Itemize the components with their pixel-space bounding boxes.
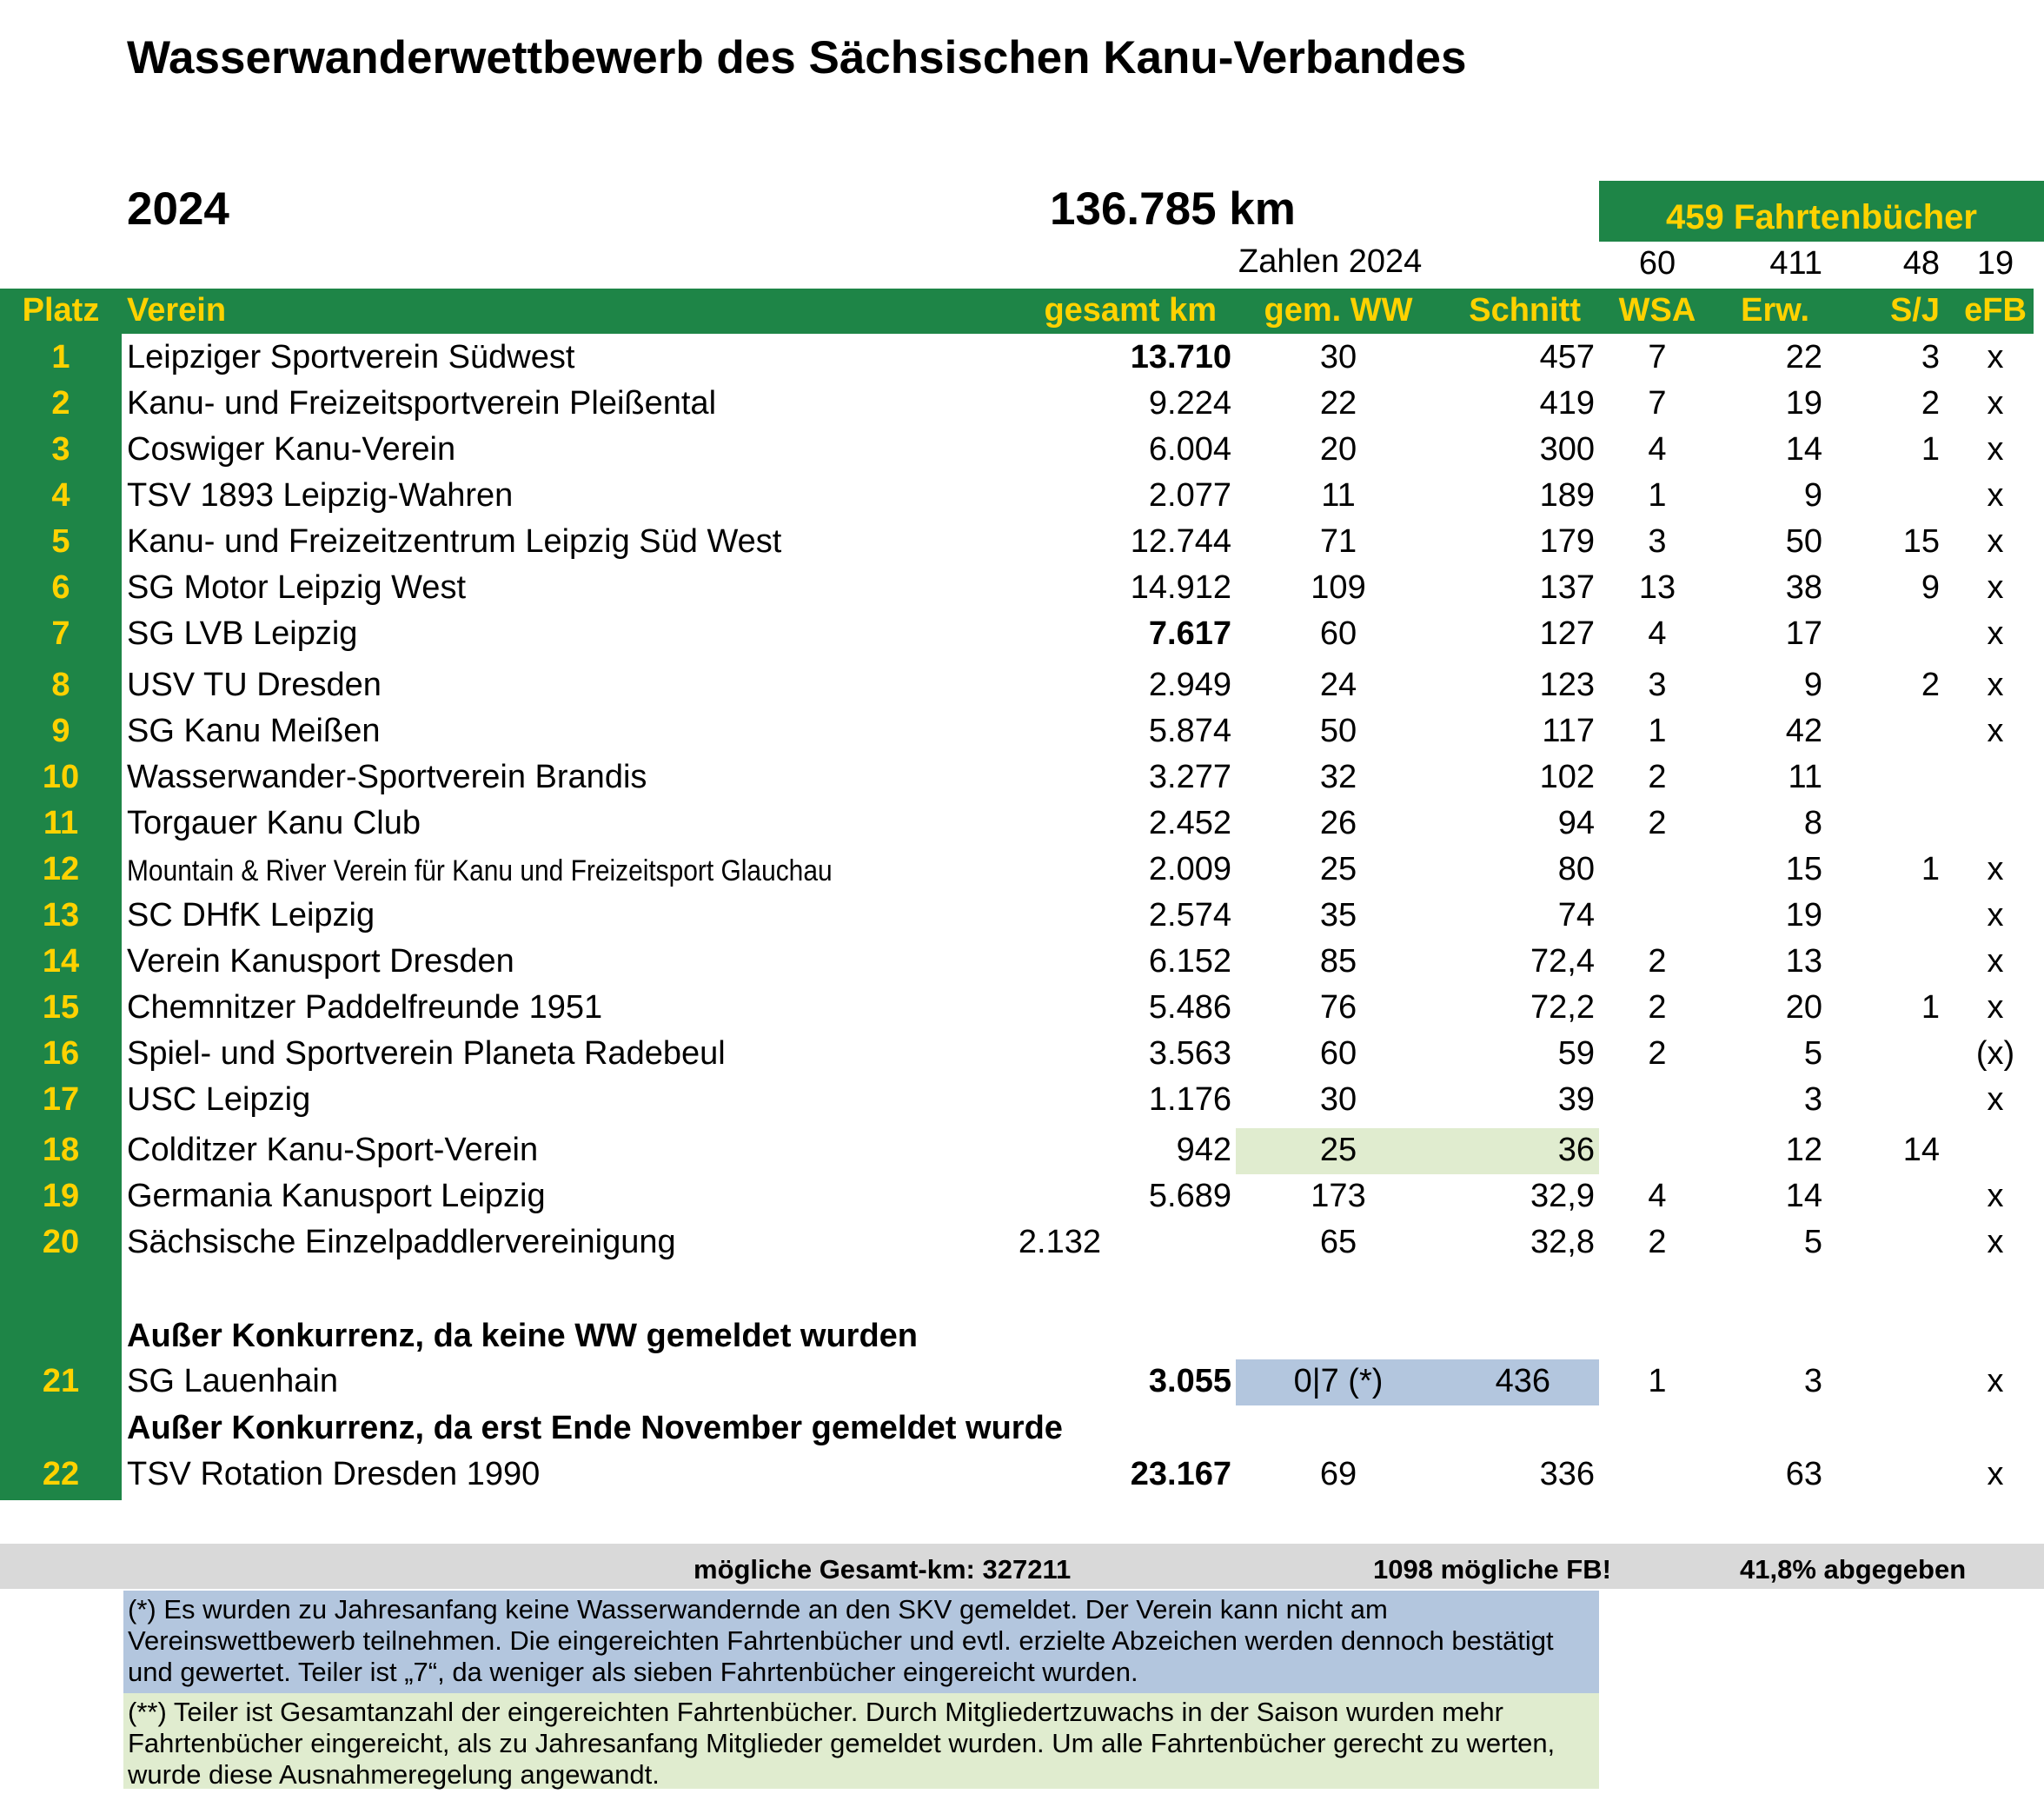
row-efb: x (1987, 615, 2004, 652)
row-wsa: 13 (1638, 569, 1676, 606)
table-row (0, 755, 2044, 801)
row-verein: Leipziger Sportverein Südwest (127, 339, 575, 375)
row-verein: Colditzer Kanu-Sport-Verein (127, 1132, 539, 1168)
row-schnitt: 137 (1539, 569, 1595, 606)
row-wsa: 2 (1648, 1035, 1667, 1072)
row-efb: x (1987, 1456, 2004, 1492)
row-erw: 13 (1785, 943, 1822, 980)
row-schnitt: 436 (1495, 1363, 1550, 1399)
row-gem-ww: 85 (1319, 943, 1357, 980)
row-erw: 22 (1785, 339, 1822, 375)
row-gesamt-km: 5.689 (1148, 1178, 1231, 1214)
row-platz: 16 (42, 1035, 80, 1072)
row-erw: 17 (1785, 615, 1822, 652)
table-row (0, 428, 2044, 474)
row-schnitt: 179 (1539, 523, 1595, 560)
row-schnitt: 117 (1542, 713, 1595, 749)
row-verein: Germania Kanusport Leipzig (127, 1178, 546, 1214)
table-row (0, 612, 2044, 658)
row-erw: 14 (1785, 431, 1822, 468)
row-verein: Kanu- und Freizeitsportverein Pleißental (127, 385, 717, 422)
header-platz: Platz (22, 292, 100, 329)
row-erw: 19 (1785, 385, 1822, 422)
row-erw: 5 (1803, 1035, 1822, 1072)
header-sj: S/J (1889, 292, 1940, 329)
row-verein: Verein Kanusport Dresden (127, 943, 514, 980)
table-row (0, 336, 2044, 382)
section-ende-november: Außer Konkurrenz, da erst Ende November gemeldet wurde (127, 1410, 1063, 1446)
row-erw: 15 (1785, 851, 1822, 887)
row-efb: x (1987, 1363, 2004, 1399)
header-efb: eFB (1964, 292, 2027, 329)
row-gesamt-km: 3.277 (1148, 759, 1231, 795)
row-gem-ww: 173 (1311, 1178, 1366, 1214)
table-row (0, 1032, 2044, 1078)
row-verein: Kanu- und Freizeitzentrum Leipzig Süd West (127, 523, 782, 560)
row-platz: 2 (51, 385, 70, 422)
header-erw: Erw. (1741, 292, 1809, 329)
row-gesamt-km: 2.574 (1148, 897, 1231, 934)
row-schnitt: 102 (1539, 759, 1595, 795)
table-row (0, 520, 2044, 566)
row-gem-ww: 20 (1319, 431, 1357, 468)
row-platz: 22 (42, 1456, 80, 1492)
row-erw: 5 (1803, 1224, 1822, 1260)
row-gem-ww: 30 (1319, 339, 1357, 375)
row-schnitt: 80 (1557, 851, 1595, 887)
row-verein: SG Lauenhain (127, 1363, 338, 1399)
footer-moegliche-fb: 1098 mögliche FB! (1373, 1554, 1611, 1585)
row-gesamt-km: 6.152 (1148, 943, 1231, 980)
row-schnitt: 419 (1539, 385, 1595, 422)
row-wsa: 2 (1648, 989, 1667, 1026)
row-efb: x (1987, 943, 2004, 980)
row-erw: 8 (1803, 805, 1822, 841)
row-gesamt-km: 14.912 (1130, 569, 1231, 606)
row-wsa: 2 (1648, 1224, 1667, 1260)
row-efb: x (1987, 897, 2004, 934)
row-erw: 50 (1785, 523, 1822, 560)
header-gem-ww: gem. WW (1264, 292, 1413, 329)
row-schnitt: 457 (1539, 339, 1595, 375)
row-erw: 63 (1785, 1456, 1822, 1492)
header-gesamt-km: gesamt km (1044, 292, 1217, 329)
row-sj: 2 (1921, 667, 1940, 703)
row-gesamt-km: 2.077 (1148, 477, 1231, 514)
row-platz: 15 (42, 989, 80, 1026)
row-platz: 11 (43, 805, 79, 841)
row-wsa: 2 (1648, 805, 1667, 841)
table-row (0, 382, 2044, 428)
count-erw: 411 (1769, 245, 1822, 282)
row-verein: Chemnitzer Paddelfreunde 1951 (127, 989, 603, 1026)
page-title: Wasserwanderwettbewerb des Sächsischen Kanu-Verbandes (127, 32, 1467, 83)
row-platz: 3 (51, 431, 70, 468)
footer-gesamt-km: mögliche Gesamt-km: 327211 (694, 1554, 1072, 1585)
row-wsa: 4 (1648, 431, 1667, 468)
table-row (0, 1452, 2044, 1498)
row-efb: (x) (1975, 1035, 2015, 1072)
row-platz: 6 (51, 569, 70, 606)
row-verein: Mountain & River Verein für Kanu und Freizeitsport Glauchau (127, 854, 833, 887)
row-sj: 15 (1902, 523, 1940, 560)
row-verein: TSV 1893 Leipzig-Wahren (127, 477, 514, 514)
row-efb: x (1987, 523, 2004, 560)
row-efb: x (1987, 667, 2004, 703)
row-platz: 18 (42, 1132, 80, 1168)
section-keine-ww: Außer Konkurrenz, da keine WW gemeldet wurden (127, 1318, 919, 1354)
row-verein: Spiel- und Sportverein Planeta Radebeul (127, 1035, 726, 1072)
row-erw: 38 (1785, 569, 1822, 606)
row-schnitt: 72,4 (1530, 943, 1595, 980)
row-gem-ww: 109 (1311, 569, 1366, 606)
row-verein: SG Motor Leipzig West (127, 569, 467, 606)
row-gesamt-km: 23.167 (1130, 1456, 1231, 1492)
row-sj: 14 (1902, 1132, 1940, 1168)
row-efb: x (1987, 851, 2004, 887)
row-verein: Coswiger Kanu-Verein (127, 431, 456, 468)
row-platz: 17 (42, 1081, 80, 1118)
row-gesamt-km: 6.004 (1148, 431, 1231, 468)
row-gem-ww: 30 (1319, 1081, 1357, 1118)
row-wsa: 1 (1648, 713, 1667, 749)
row-erw: 42 (1785, 713, 1822, 749)
row-platz: 20 (42, 1224, 80, 1260)
header-schnitt: Schnitt (1469, 292, 1581, 329)
row-erw: 3 (1803, 1081, 1822, 1118)
row-verein: TSV Rotation Dresden 1990 (127, 1456, 541, 1492)
row-wsa: 3 (1648, 523, 1667, 560)
table-row (0, 1128, 2044, 1174)
row-schnitt: 74 (1557, 897, 1595, 934)
row-gem-ww: 22 (1319, 385, 1357, 422)
row-wsa: 1 (1648, 1363, 1667, 1399)
header-wsa: WSA (1618, 292, 1696, 329)
row-gesamt-km: 2.132 (1018, 1224, 1101, 1260)
row-gem-ww: 65 (1319, 1224, 1357, 1260)
table-row (0, 709, 2044, 755)
row-verein: USV TU Dresden (127, 667, 382, 703)
row-wsa: 2 (1648, 759, 1667, 795)
row-gem-ww: 60 (1319, 1035, 1357, 1072)
count-sj: 48 (1902, 245, 1940, 282)
row-gesamt-km: 2.949 (1148, 667, 1231, 703)
row-gem-ww: 35 (1319, 897, 1357, 934)
footer-abgegeben: 41,8% abgegeben (1740, 1554, 1967, 1585)
row-verein: Wasserwander-Sportverein Brandis (127, 759, 647, 795)
row-platz: 4 (51, 477, 70, 514)
row-efb: x (1987, 569, 2004, 606)
row-schnitt: 72,2 (1530, 989, 1595, 1026)
row-gem-ww: 32 (1319, 759, 1357, 795)
row-verein: SC DHfK Leipzig (127, 897, 375, 934)
row-gesamt-km: 3.563 (1148, 1035, 1231, 1072)
row-sj: 1 (1921, 989, 1940, 1026)
row-gem-ww: 50 (1319, 713, 1357, 749)
row-platz: 10 (42, 759, 80, 795)
row-schnitt: 32,8 (1530, 1224, 1595, 1260)
table-row (0, 986, 2044, 1032)
row-verein: Torgauer Kanu Club (127, 805, 421, 841)
row-gesamt-km: 1.176 (1148, 1081, 1231, 1118)
row-schnitt: 39 (1557, 1081, 1595, 1118)
row-gesamt-km: 3.055 (1148, 1363, 1231, 1399)
row-verein: SG Kanu Meißen (127, 713, 381, 749)
row-platz: 12 (42, 851, 80, 887)
note-asterisk: (*) Es wurden zu Jahresanfang keine Wasserwandernde an den SKV gemeldet. Der Verein kann nicht am Vereinswettbewerb teilnehmen. Die eingereichten Fahrtenbücher und evtl. erzielte Abzeichen werden dennoch bestätigt und gewertet. Teiler ist „7“, da weniger als sieben Fahrtenbücher eingereicht wurden. (123, 1591, 1599, 1693)
row-efb: x (1987, 1224, 2004, 1260)
row-gesamt-km: 12.744 (1130, 523, 1231, 560)
row-efb: x (1987, 477, 2004, 514)
row-platz: 19 (42, 1178, 80, 1214)
row-gem-ww: 26 (1319, 805, 1357, 841)
row-erw: 19 (1785, 897, 1822, 934)
row-erw: 9 (1803, 667, 1822, 703)
year-label: 2024 (127, 183, 229, 235)
table-row (0, 1174, 2044, 1220)
header-verein: Verein (127, 292, 227, 329)
table-row (0, 566, 2044, 612)
row-erw: 12 (1785, 1132, 1822, 1168)
row-erw: 14 (1785, 1178, 1822, 1214)
row-gesamt-km: 13.710 (1130, 339, 1231, 375)
row-wsa: 3 (1648, 667, 1667, 703)
table-row (0, 1359, 2044, 1405)
row-sj: 1 (1921, 431, 1940, 468)
row-schnitt: 59 (1557, 1035, 1595, 1072)
row-platz: 21 (42, 1363, 80, 1399)
row-erw: 11 (1788, 759, 1822, 795)
row-schnitt: 189 (1539, 477, 1595, 514)
row-platz: 8 (51, 667, 70, 703)
row-wsa: 7 (1648, 385, 1667, 422)
row-gesamt-km: 942 (1176, 1132, 1231, 1168)
row-schnitt: 336 (1539, 1456, 1595, 1492)
total-km: 136.785 km (1050, 183, 1296, 235)
row-efb: x (1987, 1081, 2004, 1118)
row-gem-ww: 11 (1321, 477, 1356, 514)
row-schnitt: 32,9 (1530, 1178, 1595, 1214)
table-row (0, 847, 2044, 894)
row-schnitt: 94 (1557, 805, 1595, 841)
row-efb: x (1987, 989, 2004, 1026)
count-wsa: 60 (1638, 245, 1676, 282)
note-double-asterisk: (**) Teiler ist Gesamtanzahl der eingereichten Fahrtenbücher. Durch Mitgliedertzuwachs in der Saison wurden mehr Fahrtenbücher eingereicht, als zu Jahresanfang Mitglieder gemeldet wurden. Um alle Fahrtenbücher gerecht zu werten, wurde diese Ausnahmeregelung angewandt. (123, 1693, 1599, 1789)
row-sj: 3 (1921, 339, 1940, 375)
row-platz: 14 (42, 943, 80, 980)
row-schnitt: 123 (1539, 667, 1595, 703)
row-verein: USC Leipzig (127, 1081, 311, 1118)
row-gesamt-km: 7.617 (1148, 615, 1231, 652)
row-gesamt-km: 2.009 (1148, 851, 1231, 887)
row-gem-ww: 69 (1319, 1456, 1357, 1492)
row-gesamt-km: 5.486 (1148, 989, 1231, 1026)
zahlen-label: Zahlen 2024 (1238, 243, 1423, 280)
row-platz: 7 (51, 615, 70, 652)
row-wsa: 2 (1648, 943, 1667, 980)
row-gem-ww: 25 (1319, 1132, 1357, 1168)
row-verein: Sächsische Einzelpaddlervereinigung (127, 1224, 676, 1260)
row-efb: x (1987, 339, 2004, 375)
row-platz: 13 (42, 897, 80, 934)
table-row (0, 801, 2044, 847)
row-wsa: 1 (1648, 477, 1667, 514)
row-gesamt-km: 2.452 (1148, 805, 1231, 841)
row-erw: 20 (1785, 989, 1822, 1026)
row-gem-ww: 60 (1319, 615, 1357, 652)
row-schnitt: 300 (1539, 431, 1595, 468)
table-row (0, 940, 2044, 986)
row-gem-ww: 24 (1319, 667, 1357, 703)
row-efb: x (1987, 1178, 2004, 1214)
count-efb: 19 (1976, 245, 2014, 282)
table-row (0, 1220, 2044, 1266)
table-row (0, 894, 2044, 940)
row-platz: 1 (51, 339, 70, 375)
row-gem-ww: 0|7 (*) (1293, 1363, 1384, 1399)
row-gem-ww: 76 (1319, 989, 1357, 1026)
row-platz: 9 (51, 713, 70, 749)
row-erw: 3 (1803, 1363, 1822, 1399)
row-sj: 9 (1921, 569, 1940, 606)
row-sj: 1 (1921, 851, 1940, 887)
row-erw: 9 (1803, 477, 1822, 514)
row-efb: x (1987, 431, 2004, 468)
row-verein: SG LVB Leipzig (127, 615, 358, 652)
row-schnitt: 127 (1539, 615, 1595, 652)
row-gem-ww: 71 (1319, 523, 1357, 560)
table-row (0, 474, 2044, 520)
row-gesamt-km: 9.224 (1148, 385, 1231, 422)
row-sj: 2 (1921, 385, 1940, 422)
table-row (0, 663, 2044, 709)
row-efb: x (1987, 385, 2004, 422)
table-header-bar (0, 289, 2034, 334)
row-wsa: 7 (1648, 339, 1667, 375)
row-platz: 5 (51, 523, 70, 560)
row-schnitt: 36 (1557, 1132, 1595, 1168)
fahrtenbuecher-total: 459 Fahrtenbücher (1599, 181, 2044, 242)
row-wsa: 4 (1648, 615, 1667, 652)
table-row (0, 1078, 2044, 1124)
row-gem-ww: 25 (1319, 851, 1357, 887)
row-efb: x (1987, 713, 2004, 749)
row-gesamt-km: 5.874 (1148, 713, 1231, 749)
row-wsa: 4 (1648, 1178, 1667, 1214)
